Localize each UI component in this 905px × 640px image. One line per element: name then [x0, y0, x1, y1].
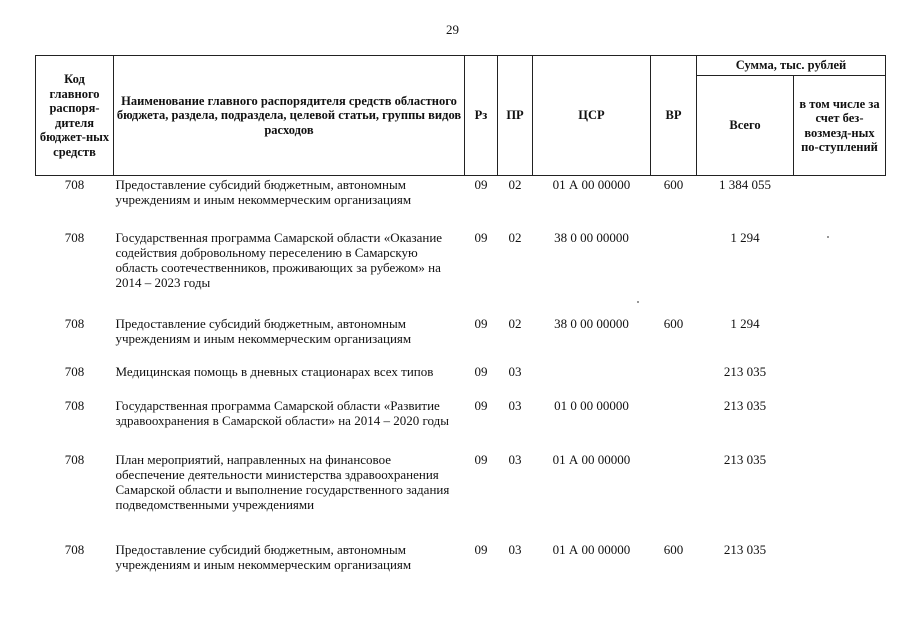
cell-code: 708 [64, 315, 85, 331]
cell-code: 708 [64, 541, 85, 557]
cell-csr: 01 А 00 00000 [552, 451, 631, 467]
cell-vr [651, 451, 697, 541]
cell-pr: 03 [508, 451, 522, 467]
cell-csr: 38 0 00 00000 [554, 229, 629, 245]
table-row [36, 451, 886, 541]
scan-speck [637, 301, 639, 303]
cell-code: 708 [64, 177, 85, 192]
cell-vr: 600 [663, 541, 684, 557]
cell-total: 1 294 [730, 315, 760, 331]
cell-incl [794, 451, 886, 541]
header-csr: ЦСР [533, 56, 651, 176]
cell-csr [533, 363, 651, 397]
cell-rz: 09 [474, 541, 488, 557]
cell-total: 1 294 [730, 229, 760, 245]
cell-rz: 09 [474, 229, 488, 245]
budget-table [35, 55, 886, 591]
cell-total: 1 384 055 [719, 177, 771, 192]
cell-name: Государственная программа Самарской области «Оказание содействия добровольному переселению в Самарскую область соотечественников, проживающих за рубежом» на 2014 – 2023 годы [115, 229, 443, 290]
table-row [36, 541, 886, 591]
cell-name: План мероприятий, направленных на финансовое обеспечение деятельности министерства здравоохранения Самарской области и выполнение государственного задания подведомственными учреждениями [115, 451, 450, 512]
cell-name: Предоставление субсидий бюджетным, автономным учреждениям и иным некоммерческим организациям [115, 315, 412, 346]
cell-name: Предоставление субсидий бюджетным, автономным учреждениям и иным некоммерческим организациям [115, 177, 412, 207]
header-total: Всего [697, 76, 794, 176]
cell-rz: 09 [474, 397, 488, 413]
cell-code: 708 [64, 451, 85, 467]
cell-code: 708 [64, 397, 85, 413]
cell-name: Медицинская помощь в дневных стационарах всех типов [115, 363, 434, 379]
header-vr: ВР [651, 56, 697, 176]
cell-pr: 02 [508, 315, 522, 331]
cell-name: Государственная программа Самарской области «Развитие здравоохранения в Самарской области» на 2014 – 2020 годы [115, 397, 449, 428]
header-code: Код главного распоря-дителя бюджет-ных средств [36, 56, 114, 176]
cell-code: 708 [64, 363, 85, 379]
cell-pr: 03 [508, 397, 522, 413]
table-row [36, 229, 886, 315]
cell-vr: 600 [663, 177, 684, 192]
cell-total: 213 035 [723, 451, 767, 467]
header-incl: в том числе за счет без-возмезд-ных по-ступлений [794, 76, 886, 176]
cell-csr: 38 0 00 00000 [554, 315, 629, 331]
cell-vr [651, 363, 697, 397]
table-body [36, 176, 886, 591]
cell-incl [794, 541, 886, 591]
scan-speck [827, 236, 829, 238]
header-name: Наименование главного распорядителя средств областного бюджета, раздела, подраздела, целевой статьи, группы видов расходов [114, 56, 465, 176]
cell-incl [794, 315, 886, 363]
cell-vr [651, 397, 697, 451]
cell-rz: 09 [474, 363, 488, 379]
table-row [36, 176, 886, 229]
table-header [36, 56, 886, 176]
cell-rz: 09 [474, 451, 488, 467]
cell-code: 708 [64, 229, 85, 245]
cell-csr: 01 0 00 00000 [554, 397, 629, 413]
cell-vr: 600 [663, 315, 684, 331]
cell-total: 213 035 [723, 541, 767, 557]
cell-rz: 09 [474, 177, 488, 192]
table-row [36, 315, 886, 363]
cell-total: 213 035 [723, 397, 767, 413]
cell-rz: 09 [474, 315, 488, 331]
cell-pr: 02 [508, 229, 522, 245]
cell-total: 213 035 [723, 363, 767, 379]
cell-vr [651, 229, 697, 315]
cell-pr: 03 [508, 363, 522, 379]
cell-incl [794, 176, 886, 229]
header-pr: ПР [498, 56, 533, 176]
page-number: 29 [446, 22, 459, 37]
cell-incl [794, 229, 886, 315]
cell-incl [794, 363, 886, 397]
cell-csr: 01 А 00 00000 [552, 541, 631, 557]
cell-pr: 02 [508, 177, 522, 192]
cell-csr: 01 А 00 00000 [552, 177, 631, 192]
header-sum-group: Сумма, тыс. рублей [697, 56, 886, 76]
table-row [36, 397, 886, 451]
table-row [36, 363, 886, 397]
header-rz: Рз [465, 56, 498, 176]
cell-pr: 03 [508, 541, 522, 557]
cell-incl [794, 397, 886, 451]
cell-name: Предоставление субсидий бюджетным, автономным учреждениям и иным некоммерческим организациям [115, 541, 412, 572]
